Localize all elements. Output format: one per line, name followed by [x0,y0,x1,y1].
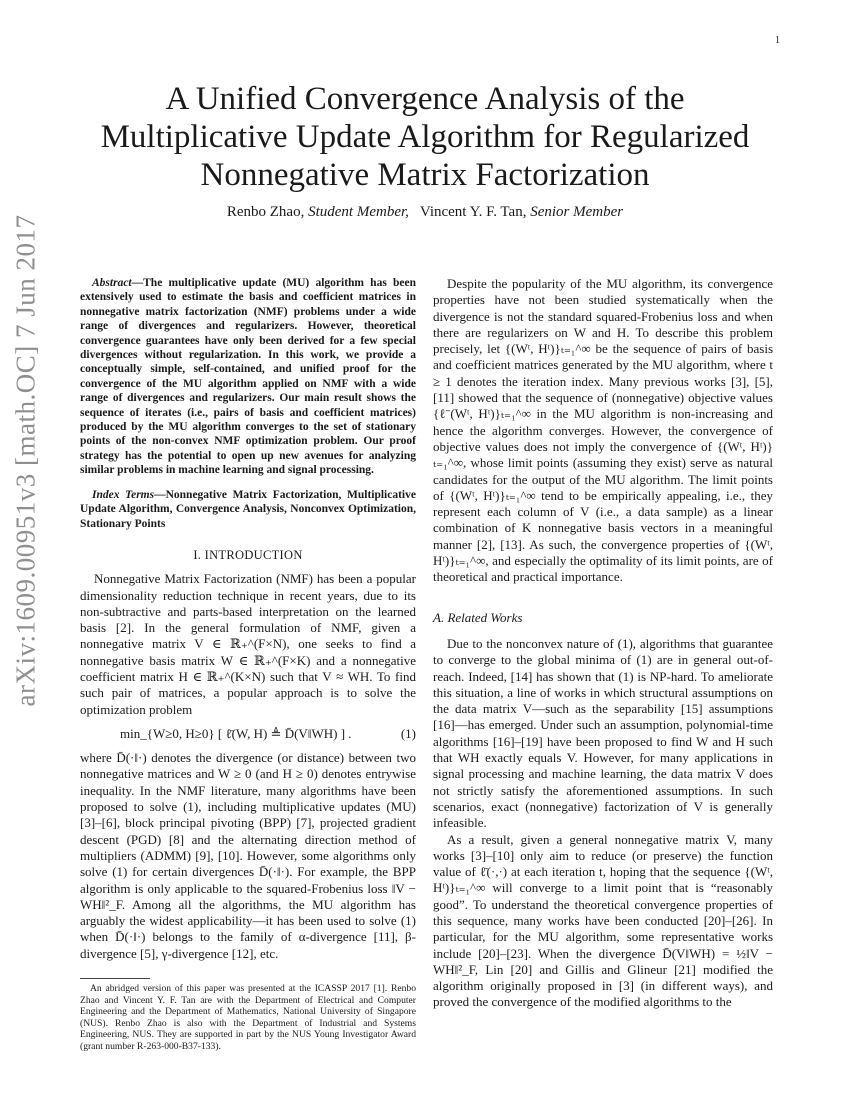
footnote: An abridged version of this paper was presented at the ICASSP 2017 [1]. Renbo Zhao and Vincent Y. F. Tan are with the Department of Electrical and Computer Engineering and the Department of Mathematics, National University of Singapore (NUS). Renbo Zhao is also with the Department of Industrial and Systems Engineering, NUS. They are supported in part by the NUS Young Investigator Award (grant number R-263-000-B37-133). [80,983,416,1052]
section-heading-introduction: I. INTRODUCTION [193,547,303,562]
author-name: Vincent Y. F. Tan, [419,204,527,220]
arxiv-identifier: arXiv:1609.00951v3 [math.OC] 7 Jun 2017 [10,214,41,706]
equation-number: (1) [400,725,416,741]
footnote-divider [80,978,150,979]
abstract-label: Abstract [92,277,132,289]
author-line [60,204,790,221]
page-number: 1 [775,35,780,46]
arxiv-watermark [2,214,50,706]
title-line: Nonnegative Matrix Factorization [200,157,650,193]
paragraph: Nonnegative Matrix Factorization (NMF) has been a popular dimensionality reduction technique in recent years, due to its non-subtractive and parts-based interpretation on the learned basis [2]. In the general formulation of NMF, given a nonnegative matrix V ∈ ℝ₊^(F×N), one seeks to find a nonnegative basis matrix W ∈ ℝ₊^(F×K) and a nonnegative coefficient matrix H ∈ ℝ₊^(K×N) such that V ≈ WH. To find such pair of matrices, a popular approach is to solve the optimization problem [80,571,416,717]
abstract [80,276,416,478]
index-terms-text: —Nonnegative Matrix Factorization, Multiplicative Update Algorithm, Convergence Analysis, Nonconvex Optimization, Stationary Points [80,488,416,530]
index-terms [80,488,416,531]
paper-title [60,80,790,194]
title-line: Multiplicative Update Algorithm for Regularized [100,119,750,155]
paragraph: where D̄(·‖·) denotes the divergence (or distance) between two nonnegative matrices and W ≥ 0 (and H ≥ 0) denotes entrywise inequality. In the NMF literature, many algorithms have been proposed to solve (1), including multiplicative updates (MU) [3]–[6], block principal pivoting (BPP) [7], projected gradient descent (PGD) [8] and the alternating direction method of multipliers (ADMM) [9], [10]. However, some algorithms only solve (1) for certain divergences D̄(·‖·). For example, the BPP algorithm is only applicable to the squared-Frobenius loss ‖V − WH‖²_F. Among all the algorithms, the MU algorithm has arguably the widest applicability—it has been used to solve (1) when D̄(·‖·) belongs to the family of α-divergence [11], β-divergence [5], γ-divergence [12], etc. [80,750,416,961]
abstract-text: —The multiplicative update (MU) algorithm has been extensively used to estimate the basis and coefficient matrices in nonnegative matrix factorization (NMF) problems under a wide range of divergences and regularizers. However, theoretical convergence guarantees have only been derived for a few special divergences without regularization. In this work, we provide a conceptually simple, self-contained, and unified proof for the convergence of the MU algorithm applied on NMF with a wide range of divergences and regularizers. Our main result shows the sequence of iterates (i.e., pairs of basis and coefficient matrices) produced by the MU algorithm converges to the set of stationary points of the non-convex NMF optimization problem. Our proof strategy has the potential to open up new avenues for analyzing similar problems in machine learning and signal processing. [80,277,416,477]
paragraph: As a result, given a general nonnegative matrix V, many works [3]–[10] only aim to reduce (or preserve) the function value of ℓ̄(·,·) at each iteration t, hoping that the sequence {(Wᵗ, Hᵗ)}ₜ₌₁^∞ will converge to a limit point that is “reasonably good”. To understand the theoretical convergence properties of this sequence, many works have been conducted [20]–[26]. In particular, for the MU algorithm, some representative works include [20]–[23]. When the divergence D̄(V‖WH) = ½‖V − WH‖²_F, Lin [20] and Gillis and Glineur [21] modified the algorithm originally proposed in [3] (in different ways), and proved the convergence of the modified algorithms to the [433,831,773,1010]
equation-1 [80,726,416,742]
title-line: A Unified Convergence Analysis of the [165,81,685,117]
right-column [433,276,773,1011]
paragraph: Due to the nonconvex nature of (1), algorithms that guarantee to converge to the global minima of (1) are in general out-of-reach. Indeed, [14] has shown that (1) is NP-hard. To ameliorate this situation, a line of works in which structural assumptions on the data matrix V—such as the separability [15] assumptions [16]—has emerged. Under such an assumption, polynomial-time algorithms [16]–[19] have been proposed to find W and H such that WH exactly equals V. However, for many applications in signal processing and machine learning, the data matrix V does not strictly satisfy the aforementioned assumptions. In such scenarios, exact (nonnegative) factorization of V is generally infeasible. [433,635,773,831]
subsection-heading-related-works: A. Related Works [433,609,523,625]
author-name: Renbo Zhao, [226,204,305,220]
author-role: Senior Member [530,204,624,220]
left-column [80,276,416,1053]
author-role: Student Member, [308,204,409,220]
index-terms-label: Index Terms [92,488,155,501]
paragraph: Despite the popularity of the MU algorithm, its convergence properties have not been studied systematically when the divergence is not the standard squared-Frobenius loss and when there are regularizers on W and H. To describe this problem precisely, let {(Wᵗ, Hᵗ)}ₜ₌₁^∞ be the sequence of pairs of basis and coefficient matrices generated by the MU algorithm, where t ≥ 1 denotes the iteration index. Many previous works [3], [5], [11] showed that the sequence of (nonnegative) objective values {ℓ̄(Wᵗ, Hᵗ)}ₜ₌₁^∞ in the MU algorithm is non-increasing and hence the algorithm converges. However, the convergence of objective values does not imply the convergence of {(Wᵗ, Hᵗ)}ₜ₌₁^∞, whose limit points (assuming they exist) serve as natural candidates for the output of the MU algorithm. The limit points of {(Wᵗ, Hᵗ)}ₜ₌₁^∞ tend to be empirically appealing, i.e., they represent each column of V (i.e., a data sample) as a linear combination of K nonnegative basis vectors in a meaningful manner [2], [13]. As such, the convergence properties of {(Wᵗ, Hᵗ)}ₜ₌₁^∞, and especially the optimality of its limit points, are of theoretical and practical importance. [433,276,773,585]
equation-expression: min_{W≥0, H≥0} [ ℓ̄(W, H) ≜ D̄(V‖WH) ] . [120,725,352,741]
